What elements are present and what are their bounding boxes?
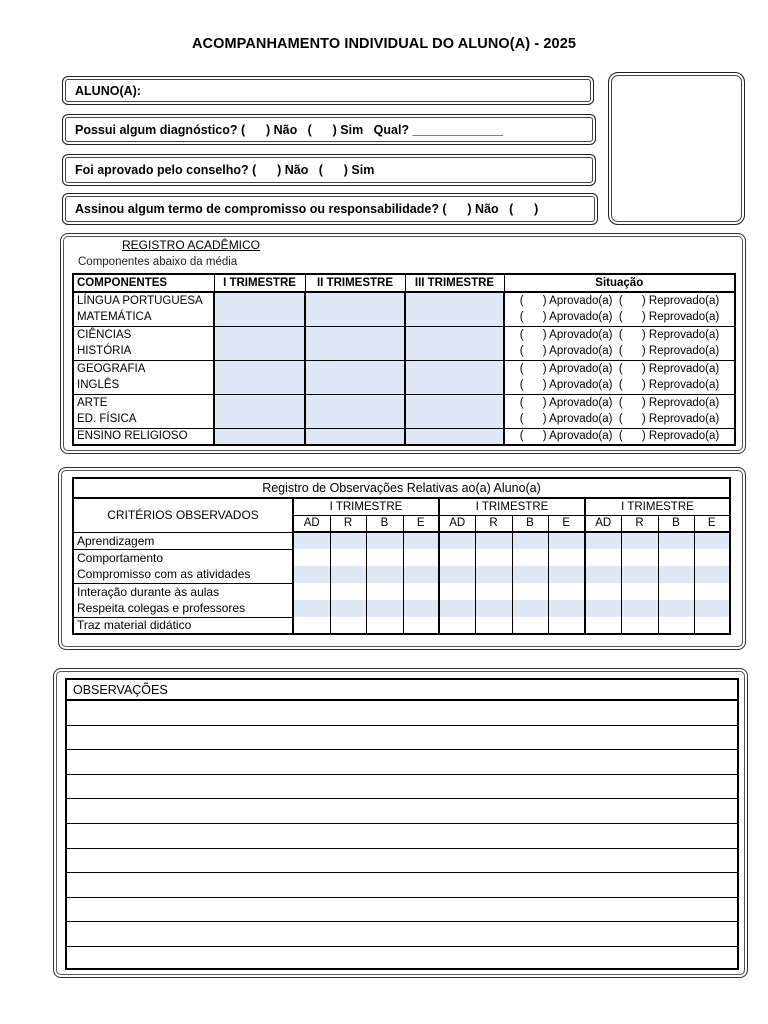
- criterion-mark-cell[interactable]: [475, 617, 512, 634]
- criterion-mark-cell[interactable]: [658, 566, 694, 583]
- grade-cell-trimester-2[interactable]: [305, 309, 405, 326]
- criterion-mark-cell[interactable]: [475, 566, 512, 583]
- situation-cell[interactable]: ( ) Aprovado(a) ( ) Reprovado(a): [504, 394, 735, 411]
- situation-cell[interactable]: ( ) Aprovado(a) ( ) Reprovado(a): [504, 343, 735, 360]
- criterion-mark-cell[interactable]: [548, 566, 585, 583]
- subject-row: [73, 428, 735, 445]
- grade-cell-trimester-3[interactable]: [405, 326, 504, 343]
- grade-cell-trimester-1[interactable]: [214, 309, 305, 326]
- criterion-mark-cell[interactable]: [475, 600, 512, 617]
- criterion-mark-cell[interactable]: [403, 600, 439, 617]
- criterion-mark-cell[interactable]: [548, 532, 585, 549]
- criterion-mark-cell[interactable]: [548, 549, 585, 566]
- council-approval-field[interactable]: Foi aprovado pelo conselho? ( ) Não ( ) Sim: [62, 154, 596, 186]
- grade-cell-trimester-3[interactable]: [405, 343, 504, 360]
- criterion-mark-cell[interactable]: [293, 600, 330, 617]
- criterion-mark-cell[interactable]: [548, 583, 585, 600]
- grade-cell-trimester-2[interactable]: [305, 377, 405, 394]
- criterion-mark-cell[interactable]: [658, 600, 694, 617]
- criterion-name: Comportamento: [73, 549, 293, 566]
- header-trimester-2: II TRIMESTRE: [305, 274, 405, 292]
- subject-row: [73, 360, 735, 377]
- criterion-mark-cell[interactable]: [403, 583, 439, 600]
- student-name-field[interactable]: ALUNO(A):: [62, 76, 594, 105]
- criterion-row: [73, 566, 730, 583]
- criterion-mark-cell[interactable]: [621, 583, 658, 600]
- grade-cell-trimester-1[interactable]: [214, 411, 305, 428]
- photo-box: [608, 72, 745, 225]
- criterion-mark-cell[interactable]: [439, 549, 475, 566]
- grade-cell-trimester-3[interactable]: [405, 394, 504, 411]
- criterion-mark-cell[interactable]: [366, 549, 403, 566]
- grade-cell-trimester-2[interactable]: [305, 411, 405, 428]
- criterion-mark-cell[interactable]: [694, 600, 730, 617]
- notes-line[interactable]: [67, 726, 737, 751]
- criterion-mark-cell[interactable]: [585, 566, 621, 583]
- grade-header-ad: AD: [293, 515, 330, 532]
- grade-cell-trimester-1[interactable]: [214, 377, 305, 394]
- subject-name: INGLÊS: [73, 377, 214, 394]
- criterion-mark-cell[interactable]: [439, 566, 475, 583]
- grade-cell-trimester-3[interactable]: [405, 411, 504, 428]
- grade-cell-trimester-3[interactable]: [405, 309, 504, 326]
- criterion-mark-cell[interactable]: [694, 617, 730, 634]
- header-trimester-3: III TRIMESTRE: [405, 274, 504, 292]
- criterion-mark-cell[interactable]: [694, 566, 730, 583]
- academic-header-row: [73, 274, 735, 292]
- academic-table: [72, 273, 736, 446]
- grade-cell-trimester-3[interactable]: [405, 428, 504, 445]
- notes-line[interactable]: [67, 947, 737, 972]
- obs-trimester-3: I TRIMESTRE: [585, 498, 730, 515]
- notes-line[interactable]: [67, 701, 737, 726]
- diagnosis-field[interactable]: Possui algum diagnóstico? ( ) Não ( ) Sim Qual? _____________: [62, 114, 596, 145]
- subject-row: [73, 309, 735, 326]
- criterion-mark-cell[interactable]: [293, 617, 330, 634]
- criterion-mark-cell[interactable]: [585, 532, 621, 549]
- header-trimester-1: I TRIMESTRE: [214, 274, 305, 292]
- criterion-mark-cell[interactable]: [403, 617, 439, 634]
- criterion-mark-cell[interactable]: [475, 549, 512, 566]
- criterion-mark-cell[interactable]: [366, 583, 403, 600]
- criterion-mark-cell[interactable]: [621, 617, 658, 634]
- criterion-mark-cell[interactable]: [658, 549, 694, 566]
- notes-title: OBSERVAÇÕES: [67, 680, 737, 701]
- criterion-mark-cell[interactable]: [512, 617, 548, 634]
- notes-line[interactable]: [67, 849, 737, 874]
- criterion-mark-cell[interactable]: [658, 583, 694, 600]
- criterion-mark-cell[interactable]: [512, 532, 548, 549]
- criterion-row: [73, 549, 730, 566]
- subject-name: ED. FÍSICA: [73, 411, 214, 428]
- criterion-mark-cell[interactable]: [293, 583, 330, 600]
- subject-name: GEOGRAFIA: [73, 360, 214, 377]
- criterion-mark-cell[interactable]: [403, 532, 439, 549]
- subject-row: [73, 343, 735, 360]
- criterion-mark-cell[interactable]: [330, 549, 366, 566]
- grade-cell-trimester-1[interactable]: [214, 360, 305, 377]
- obs-trimester-2: I TRIMESTRE: [439, 498, 585, 515]
- grade-cell-trimester-2[interactable]: [305, 343, 405, 360]
- criterion-mark-cell[interactable]: [512, 549, 548, 566]
- criterion-mark-cell[interactable]: [293, 549, 330, 566]
- academic-section-title: REGISTRO ACADÊMICO: [122, 238, 261, 252]
- notes-box[interactable]: [65, 678, 739, 970]
- grade-cell-trimester-2[interactable]: [305, 292, 405, 309]
- criterion-mark-cell[interactable]: [694, 583, 730, 600]
- notes-line[interactable]: [67, 873, 737, 898]
- notes-line[interactable]: [67, 922, 737, 947]
- obs-trimester-1: I TRIMESTRE: [293, 498, 439, 515]
- situation-cell[interactable]: ( ) Aprovado(a) ( ) Reprovado(a): [504, 411, 735, 428]
- notes-line[interactable]: [67, 775, 737, 800]
- situation-cell[interactable]: ( ) Aprovado(a) ( ) Reprovado(a): [504, 326, 735, 343]
- criterion-mark-cell[interactable]: [512, 600, 548, 617]
- situation-cell[interactable]: ( ) Aprovado(a) ( ) Reprovado(a): [504, 292, 735, 309]
- criterion-mark-cell[interactable]: [658, 532, 694, 549]
- subject-row: [73, 377, 735, 394]
- grade-header-r: R: [330, 515, 366, 532]
- notes-line[interactable]: [67, 750, 737, 775]
- grade-header-e: E: [403, 515, 439, 532]
- criterion-mark-cell[interactable]: [548, 600, 585, 617]
- document-title: ACOMPANHAMENTO INDIVIDUAL DO ALUNO(A) - 2025: [191, 36, 577, 52]
- situation-cell[interactable]: ( ) Aprovado(a) ( ) Reprovado(a): [504, 360, 735, 377]
- observations-title: Registro de Observações Relativas ao(a) Aluno(a): [73, 478, 730, 498]
- criterion-mark-cell[interactable]: [585, 549, 621, 566]
- criterion-mark-cell[interactable]: [366, 600, 403, 617]
- criterion-mark-cell[interactable]: [585, 583, 621, 600]
- criterion-mark-cell[interactable]: [585, 617, 621, 634]
- subject-name: ENSINO RELIGIOSO: [73, 428, 214, 445]
- grade-header-b: B: [512, 515, 548, 532]
- criterion-name: Traz material didático: [73, 617, 293, 634]
- subject-name: LÍNGUA PORTUGUESA: [73, 292, 214, 309]
- subject-row: [73, 411, 735, 428]
- grade-header-r: R: [621, 515, 658, 532]
- observations-table: [72, 477, 731, 635]
- criterion-mark-cell[interactable]: [403, 549, 439, 566]
- criterion-mark-cell[interactable]: [621, 566, 658, 583]
- header-components: COMPONENTES: [73, 274, 214, 292]
- grade-cell-trimester-2[interactable]: [305, 360, 405, 377]
- grade-cell-trimester-3[interactable]: [405, 360, 504, 377]
- grade-cell-trimester-3[interactable]: [405, 377, 504, 394]
- subject-name: ARTE: [73, 394, 214, 411]
- situation-cell[interactable]: ( ) Aprovado(a) ( ) Reprovado(a): [504, 309, 735, 326]
- subject-row: [73, 394, 735, 411]
- criterion-row: [73, 600, 730, 617]
- criterion-mark-cell[interactable]: [403, 566, 439, 583]
- grade-cell-trimester-1[interactable]: [214, 428, 305, 445]
- notes-line[interactable]: [67, 824, 737, 849]
- criterion-mark-cell[interactable]: [439, 600, 475, 617]
- situation-cell[interactable]: ( ) Aprovado(a) ( ) Reprovado(a): [504, 377, 735, 394]
- criterion-mark-cell[interactable]: [694, 549, 730, 566]
- grade-header-b: B: [658, 515, 694, 532]
- grade-cell-trimester-1[interactable]: [214, 394, 305, 411]
- grade-cell-trimester-1[interactable]: [214, 292, 305, 309]
- situation-cell[interactable]: ( ) Aprovado(a) ( ) Reprovado(a): [504, 428, 735, 445]
- criterion-mark-cell[interactable]: [330, 617, 366, 634]
- grade-cell-trimester-2[interactable]: [305, 326, 405, 343]
- subject-name: HISTÓRIA: [73, 343, 214, 360]
- criterion-mark-cell[interactable]: [694, 532, 730, 549]
- criterion-mark-cell[interactable]: [293, 566, 330, 583]
- criterion-mark-cell[interactable]: [585, 600, 621, 617]
- grade-cell-trimester-2[interactable]: [305, 394, 405, 411]
- criterion-mark-cell[interactable]: [330, 532, 366, 549]
- criterion-row: [73, 583, 730, 600]
- criterion-name: Compromisso com as atividades: [73, 566, 293, 583]
- criterion-mark-cell[interactable]: [330, 566, 366, 583]
- criterion-mark-cell[interactable]: [439, 532, 475, 549]
- header-situation: Situação: [504, 274, 735, 292]
- criterion-mark-cell[interactable]: [366, 566, 403, 583]
- grade-cell-trimester-3[interactable]: [405, 292, 504, 309]
- criterion-mark-cell[interactable]: [512, 566, 548, 583]
- grade-header-e: E: [548, 515, 585, 532]
- criterion-mark-cell[interactable]: [621, 549, 658, 566]
- criterion-mark-cell[interactable]: [475, 532, 512, 549]
- criterion-mark-cell[interactable]: [475, 583, 512, 600]
- academic-subtitle: Componentes abaixo da média: [78, 256, 238, 268]
- criterion-mark-cell[interactable]: [293, 532, 330, 549]
- criterion-name: Respeita colegas e professores: [73, 600, 293, 617]
- criterion-mark-cell[interactable]: [366, 617, 403, 634]
- grade-cell-trimester-1[interactable]: [214, 326, 305, 343]
- criterion-row: [73, 532, 730, 549]
- subject-name: CIÊNCIAS: [73, 326, 214, 343]
- criterion-mark-cell[interactable]: [366, 532, 403, 549]
- commitment-term-field[interactable]: Assinou algum termo de compromisso ou responsabilidade? ( ) Não ( ): [62, 193, 598, 225]
- criterion-mark-cell[interactable]: [658, 617, 694, 634]
- criterion-mark-cell[interactable]: [621, 600, 658, 617]
- grade-header-b: B: [366, 515, 403, 532]
- criterion-name: Aprendizagem: [73, 532, 293, 549]
- criterion-mark-cell[interactable]: [439, 583, 475, 600]
- criterion-mark-cell[interactable]: [439, 617, 475, 634]
- grade-header-ad: AD: [439, 515, 475, 532]
- grade-cell-trimester-1[interactable]: [214, 343, 305, 360]
- grade-header-ad: AD: [585, 515, 621, 532]
- criterion-mark-cell[interactable]: [512, 583, 548, 600]
- criterion-mark-cell[interactable]: [621, 532, 658, 549]
- grade-cell-trimester-2[interactable]: [305, 428, 405, 445]
- criterion-name: Interação durante às aulas: [73, 583, 293, 600]
- grade-header-r: R: [475, 515, 512, 532]
- criterion-mark-cell[interactable]: [548, 617, 585, 634]
- notes-line[interactable]: [67, 799, 737, 824]
- notes-line[interactable]: [67, 898, 737, 923]
- grade-header-e: E: [694, 515, 730, 532]
- criteria-header: CRITÉRIOS OBSERVADOS: [73, 498, 293, 532]
- criterion-mark-cell[interactable]: [330, 583, 366, 600]
- subject-name: MATEMÁTICA: [73, 309, 214, 326]
- criterion-row: [73, 617, 730, 634]
- criterion-mark-cell[interactable]: [330, 600, 366, 617]
- subject-row: [73, 292, 735, 309]
- subject-row: [73, 326, 735, 343]
